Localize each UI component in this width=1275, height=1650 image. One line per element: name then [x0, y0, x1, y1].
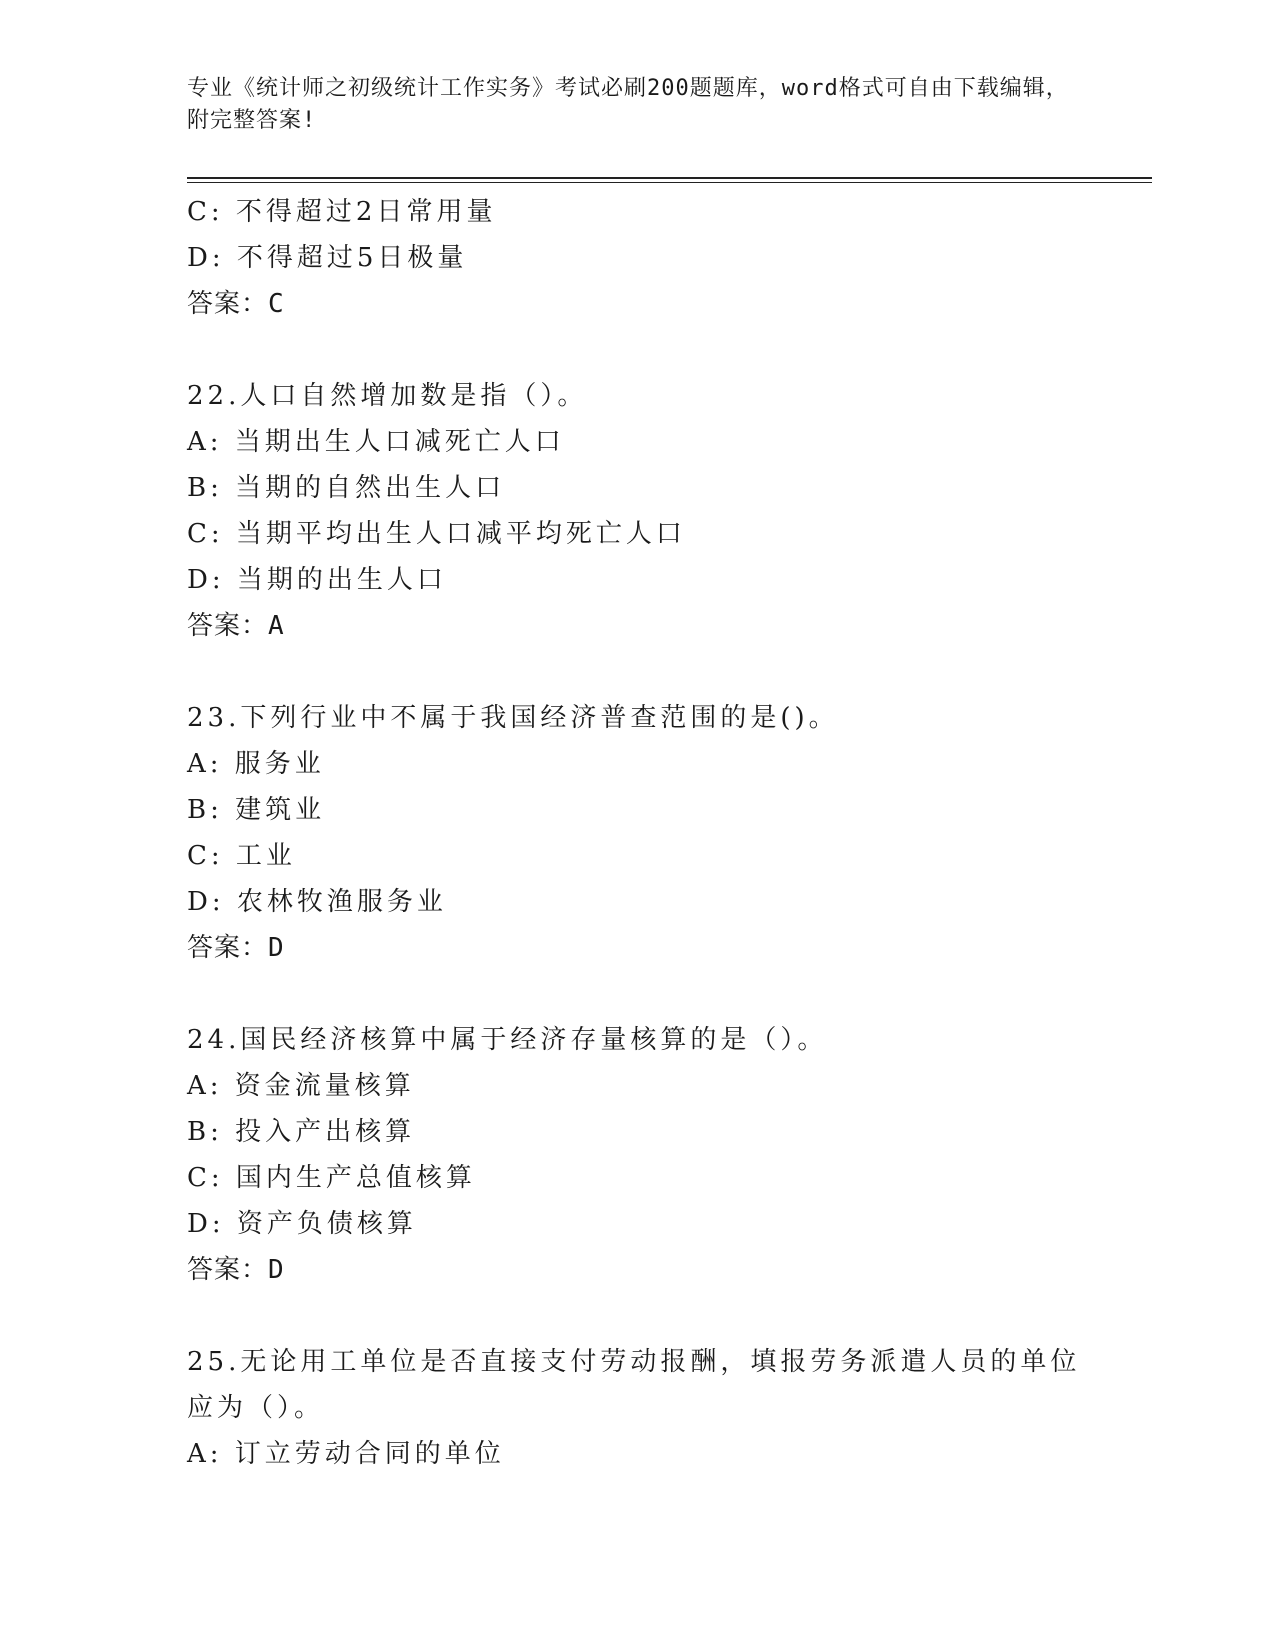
header-divider-thin: [187, 182, 1152, 183]
option-c: C: 不得超过2日常用量: [187, 197, 497, 227]
question-text: 25.无论用工单位是否直接支付劳动报酬，填报劳务派遣人员的单位应为（）。: [187, 1347, 1081, 1423]
option-d: D: 不得超过5日极量: [187, 243, 468, 273]
answer-line: 答案：C: [187, 289, 285, 319]
option-d: D: 农林牧渔服务业: [187, 887, 447, 917]
question-24: [187, 1017, 1087, 1293]
question-22: [187, 373, 1087, 649]
option-b: B: 建筑业: [187, 795, 326, 825]
answer-line: 答案：A: [187, 611, 285, 641]
answer-line: 答案：D: [187, 933, 285, 963]
option-a: A: 服务业: [187, 749, 325, 779]
question-21-tail: [187, 189, 1087, 327]
option-a: A: 当期出生人口减死亡人口: [187, 427, 565, 457]
question-25: [187, 1339, 1087, 1477]
header-divider: [187, 177, 1152, 179]
option-a: A: 订立劳动合同的单位: [187, 1439, 505, 1469]
question-23: [187, 695, 1087, 971]
option-b: B: 当期的自然出生人口: [187, 473, 506, 503]
question-text: 22.人口自然增加数是指（）。: [187, 381, 588, 411]
question-list: [187, 189, 1087, 1477]
option-c: C: 当期平均出生人口减平均死亡人口: [187, 519, 686, 549]
option-c: C: 工业: [187, 841, 296, 871]
question-text: 24.国民经济核算中属于经济存量核算的是（）。: [187, 1025, 828, 1055]
answer-line: 答案：D: [187, 1255, 285, 1285]
option-d: D: 资产负债核算: [187, 1209, 417, 1239]
document-header: 专业《统计师之初级统计工作实务》考试必刷200题题库，word格式可自由下载编辑，附完整答案!: [187, 76, 1069, 133]
option-a: A: 资金流量核算: [187, 1071, 415, 1101]
option-b: B: 投入产出核算: [187, 1117, 416, 1147]
question-text: 23.下列行业中不属于我国经济普查范围的是()。: [187, 703, 839, 733]
option-c: C: 国内生产总值核算: [187, 1163, 476, 1193]
option-d: D: 当期的出生人口: [187, 565, 447, 595]
